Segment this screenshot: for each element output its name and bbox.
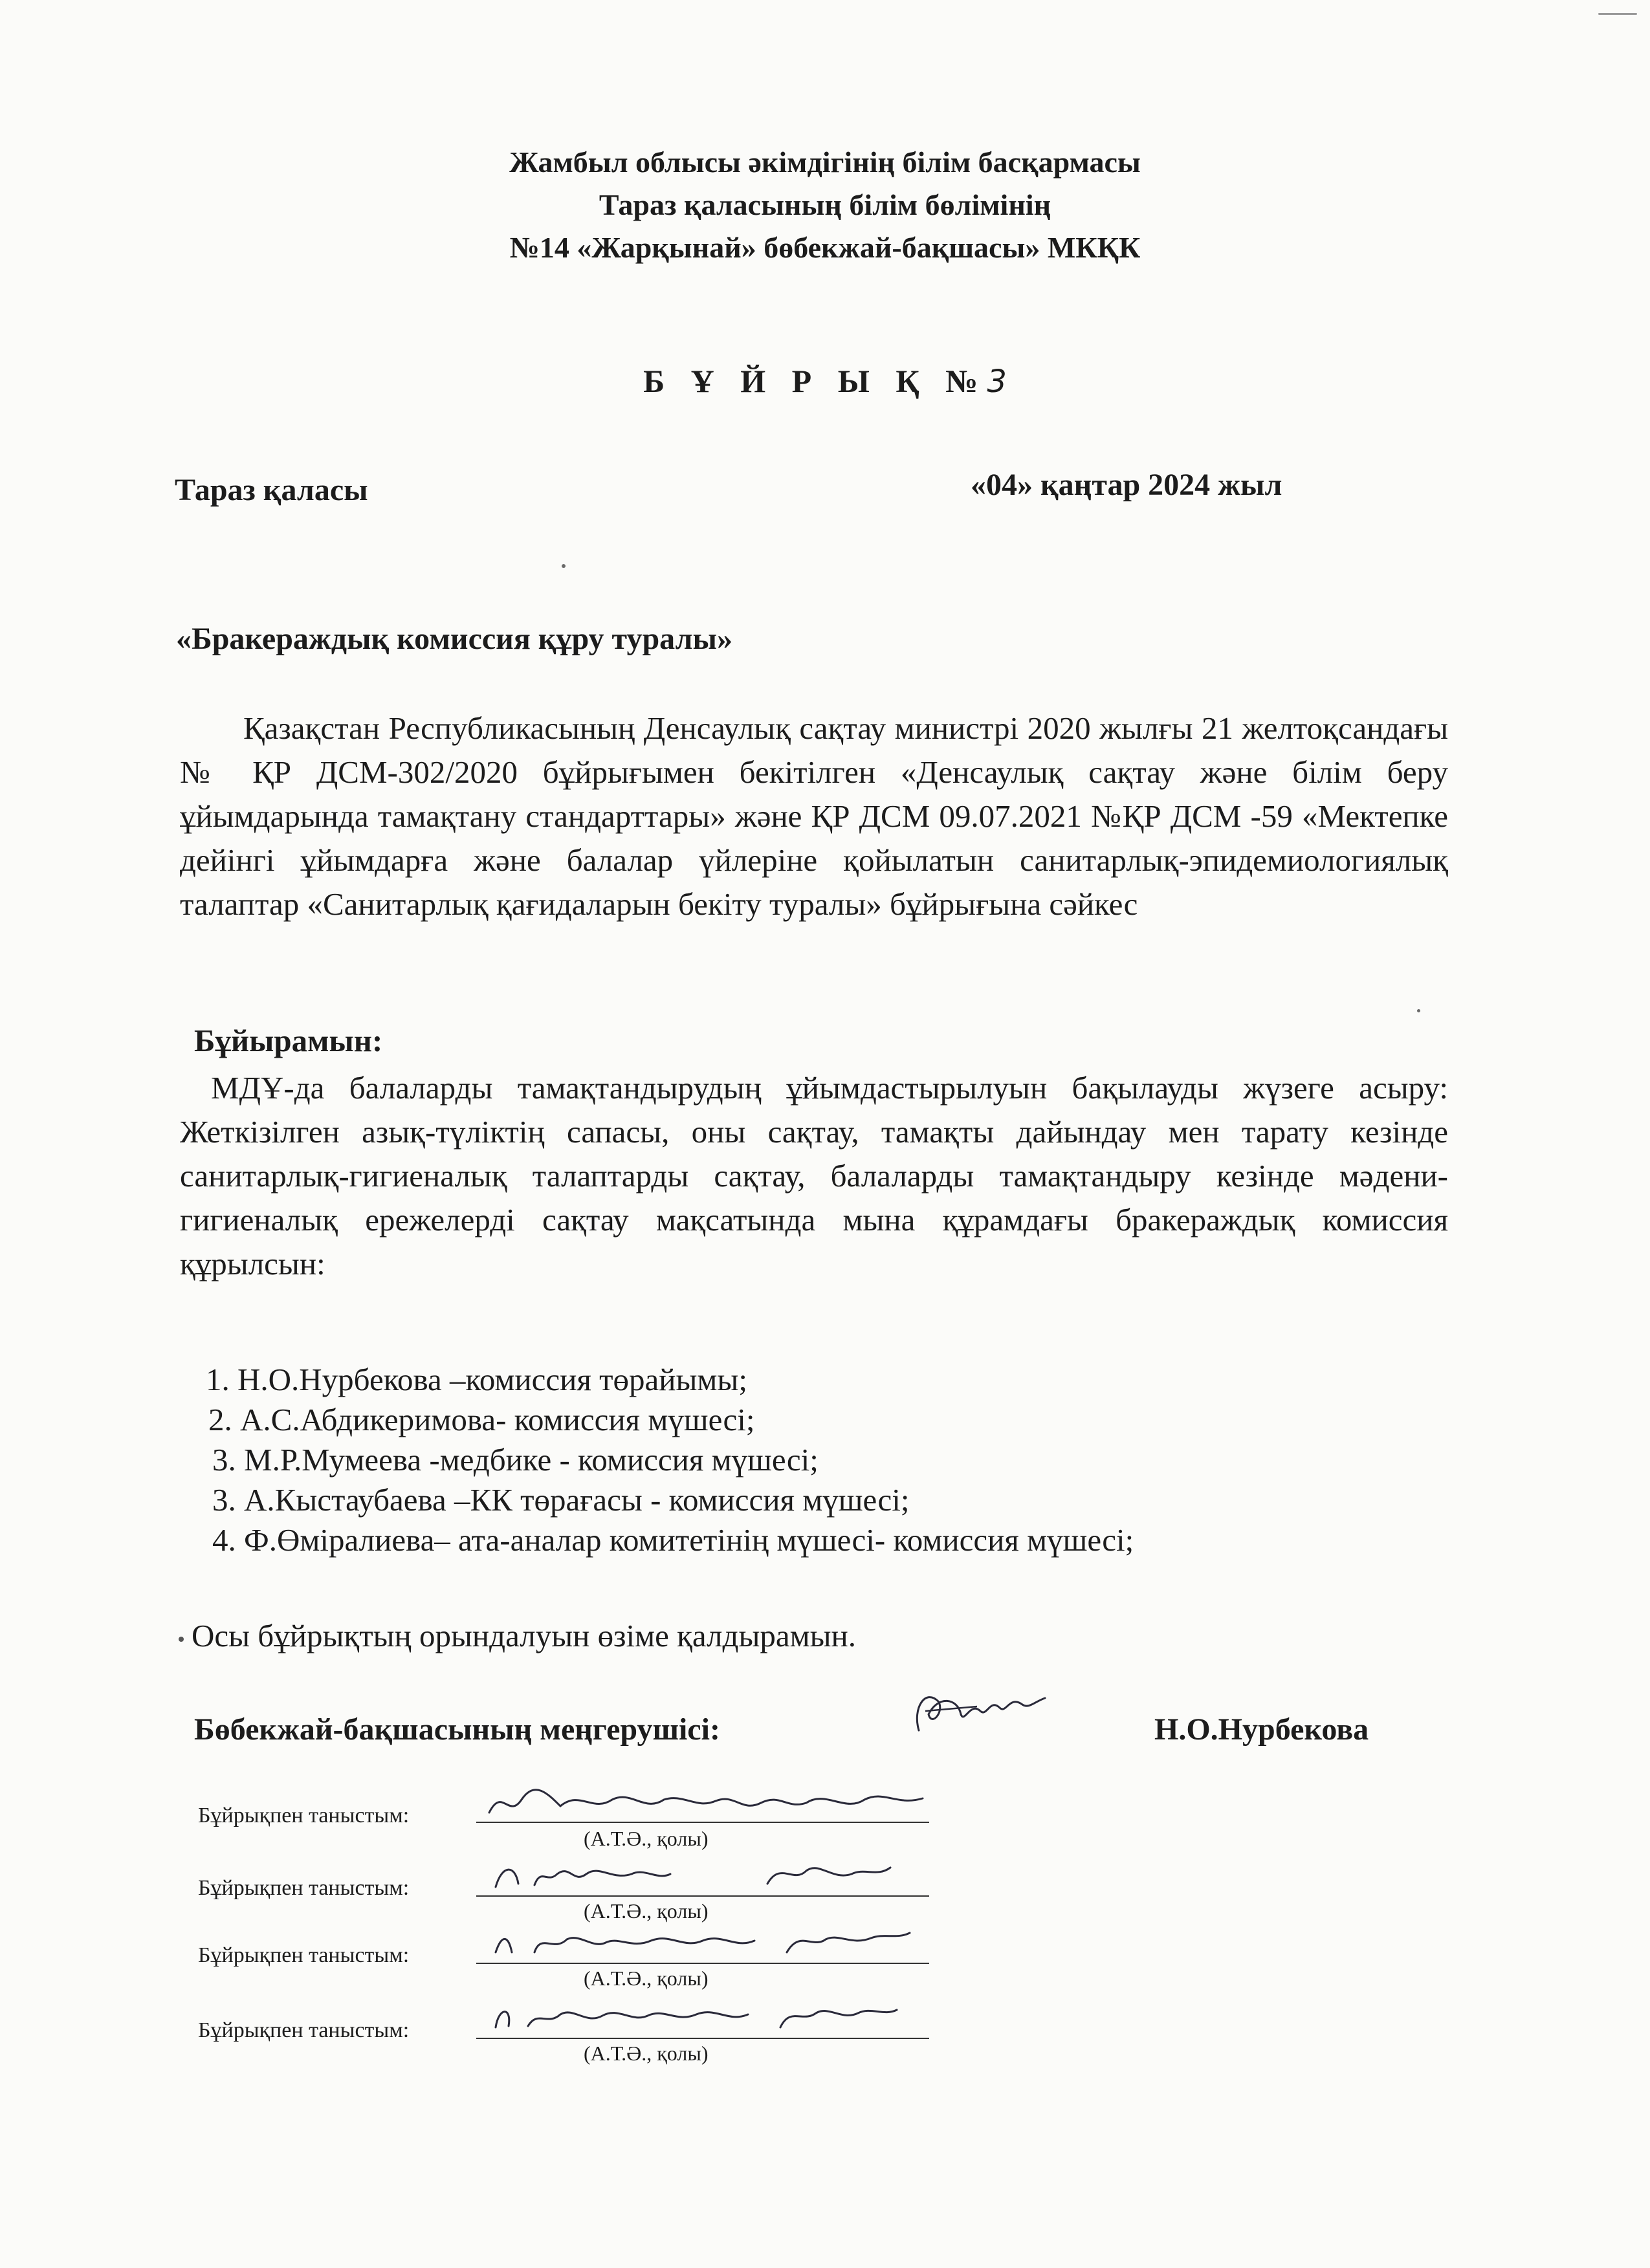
scan-speck	[1598, 13, 1637, 15]
head-signature	[899, 1675, 1055, 1747]
order-title-label: Б Ұ Й Р Ы Қ №	[643, 363, 987, 399]
bullet-dot	[179, 1637, 184, 1642]
header-line-2: Тараз қаласының білім бөлімінің	[599, 188, 1051, 221]
order-date: «04» қаңтар 2024 жыл	[971, 468, 1282, 502]
acknowledgement-signature	[483, 1987, 936, 2039]
scan-speck	[562, 564, 566, 568]
header-line-1: Жамбыл облысы әкімдігінің білім басқармасы	[509, 146, 1141, 179]
organization-header	[0, 141, 1650, 269]
signature-line	[476, 1895, 929, 1897]
acknowledgement-label: Бұйрықпен таныстым:	[198, 2018, 410, 2042]
signature-line	[476, 1822, 929, 1823]
head-title: Бөбекжай-бақшасының меңгерушісі:	[194, 1712, 720, 1747]
closing-sentence: Осы бұйрықтың орындалуын өзіме қалдырамын.	[192, 1618, 857, 1653]
order-title	[0, 362, 1650, 400]
acknowledgement-hint: (А.Т.Ә., қолы)	[584, 2042, 709, 2065]
list-item: 1. Н.О.Нурбекова –комиссия төрайымы;	[206, 1362, 747, 1397]
commission-members-list	[206, 1360, 1134, 1560]
acknowledgement-hint: (А.Т.Ә., қолы)	[584, 1899, 709, 1923]
acknowledgement-signature	[483, 1774, 936, 1826]
head-name: Н.О.Нурбекова	[1154, 1712, 1369, 1747]
scan-speck	[1417, 1009, 1420, 1012]
acknowledgement-hint: (А.Т.Ә., қолы)	[584, 1967, 709, 1990]
signature-line	[476, 2038, 929, 2039]
order-subject: «Бракераждық комиссия құру туралы»	[176, 622, 732, 656]
header-line-3: №14 «Жарқынай» бөбекжай-бақшасы» МКҚК	[509, 231, 1141, 264]
acknowledgement-signature	[483, 1914, 936, 1965]
acknowledgement-label: Бұйрықпен таныстым:	[198, 1943, 410, 1967]
order-number: 3	[987, 364, 1007, 400]
acknowledgement-signature	[483, 1845, 936, 1897]
city: Тараз қаласы	[175, 473, 368, 507]
signature-line	[476, 1963, 929, 1964]
list-item: 2. А.С.Абдикеримова- комиссия мүшесі;	[208, 1402, 755, 1437]
list-item: 4. Ф.Өміралиева– ата-аналар комитетінің мүшесі- комиссия мүшесі;	[212, 1522, 1134, 1558]
list-item: 3. М.Р.Мумеева -медбике - комиссия мүшесі;	[212, 1442, 819, 1477]
order-paragraph: МДҰ-да балаларды тамақтандырудың ұйымдастырылуын бақылауды жүзеге асыру: Жеткізілген азық-түліктің сапасы, оны сақтау, тамақты дайындау мен тарату кезінде санитарлық-гигиеналық талаптарды сақтау, балаларды тамақтандыру кезінде мәдени-гигиеналық ережелерді сақтау мақсатында мына құрамдағы бракераждық комиссия құрылсын:	[180, 1070, 1448, 1281]
acknowledgement-label: Бұйрықпен таныстым:	[198, 1804, 410, 1827]
preamble-paragraph: Қазақстан Республикасының Денсаулық сақтау министрі 2020 жылғы 21 желтоқсандағы № ҚР ДСМ-302/2020 бұйрығымен бекітілген «Денсаулық сақтау және білім беру ұйымдарында тамақтану стандарттары» және ҚР ДСМ 09.07.2021 №ҚР ДСМ -59 «Мектепке дейінгі ұйымдарға және балалар үйлеріне қойылатын санитарлық-эпидемиологиялық талаптар «Санитарлық қағидаларын бекіту туралы» бұйрығына сәйкес	[180, 710, 1448, 922]
acknowledgement-hint: (А.Т.Ә., қолы)	[584, 1827, 709, 1850]
list-item: 3. А.Кыстаубаева –КК төрағасы - комиссия мүшесі;	[212, 1482, 910, 1518]
order-word: Бұйырамын:	[194, 1023, 383, 1058]
acknowledgement-label: Бұйрықпен таныстым:	[198, 1876, 410, 1900]
